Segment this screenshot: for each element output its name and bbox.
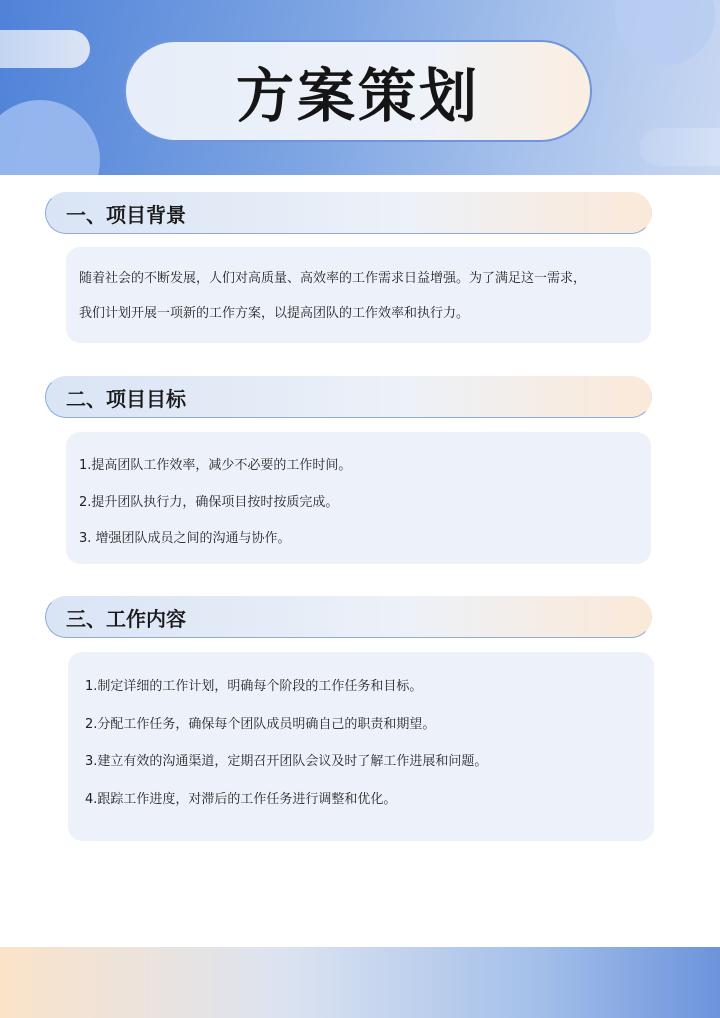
section-header-work-content [45, 596, 652, 638]
section-heading: 一、项目背景 [66, 202, 186, 227]
page-title: 方案策划 [235, 62, 480, 130]
list-item: 3.建立有效的沟通渠道，定期召开团队会议及时了解工作进展和问题。 [85, 754, 488, 769]
list-item: 2.提升团队执行力，确保项目按时按质完成。 [79, 494, 339, 510]
section-panel-work-content [68, 652, 654, 841]
list-item: 3. 增强团队成员之间的沟通与协作。 [79, 531, 291, 546]
list-item: 1.制定详细的工作计划，明确每个阶段的工作任务和目标。 [85, 679, 423, 694]
section-header-goals [45, 376, 652, 418]
section-header-background [45, 192, 652, 234]
section-heading: 二、项目目标 [66, 386, 186, 411]
paragraph-line: 随着社会的不断发展，人们对高质量、高效率的工作需求日益增强。为了满足这一需求， [79, 271, 587, 286]
paragraph-line: 我们计划开展一项新的工作方案，以提高团队的工作效率和执行力。 [79, 306, 470, 321]
footer-banner [0, 947, 720, 1018]
section-heading: 三、工作内容 [66, 606, 186, 631]
list-item: 2.分配工作任务，确保每个团队成员明确自己的职责和期望。 [85, 716, 436, 732]
section-panel-background [66, 247, 651, 343]
title-pill [124, 40, 592, 142]
decorative-pill [0, 30, 90, 68]
header-banner [0, 0, 720, 175]
list-item: 4.跟踪工作进度，对滞后的工作任务进行调整和优化。 [85, 791, 397, 807]
section-panel-goals [66, 432, 651, 564]
list-item: 1.提高团队工作效率，减少不必要的工作时间。 [79, 458, 352, 473]
decorative-circle [615, 0, 715, 65]
decorative-pill [640, 128, 720, 166]
decorative-circle [0, 100, 100, 175]
